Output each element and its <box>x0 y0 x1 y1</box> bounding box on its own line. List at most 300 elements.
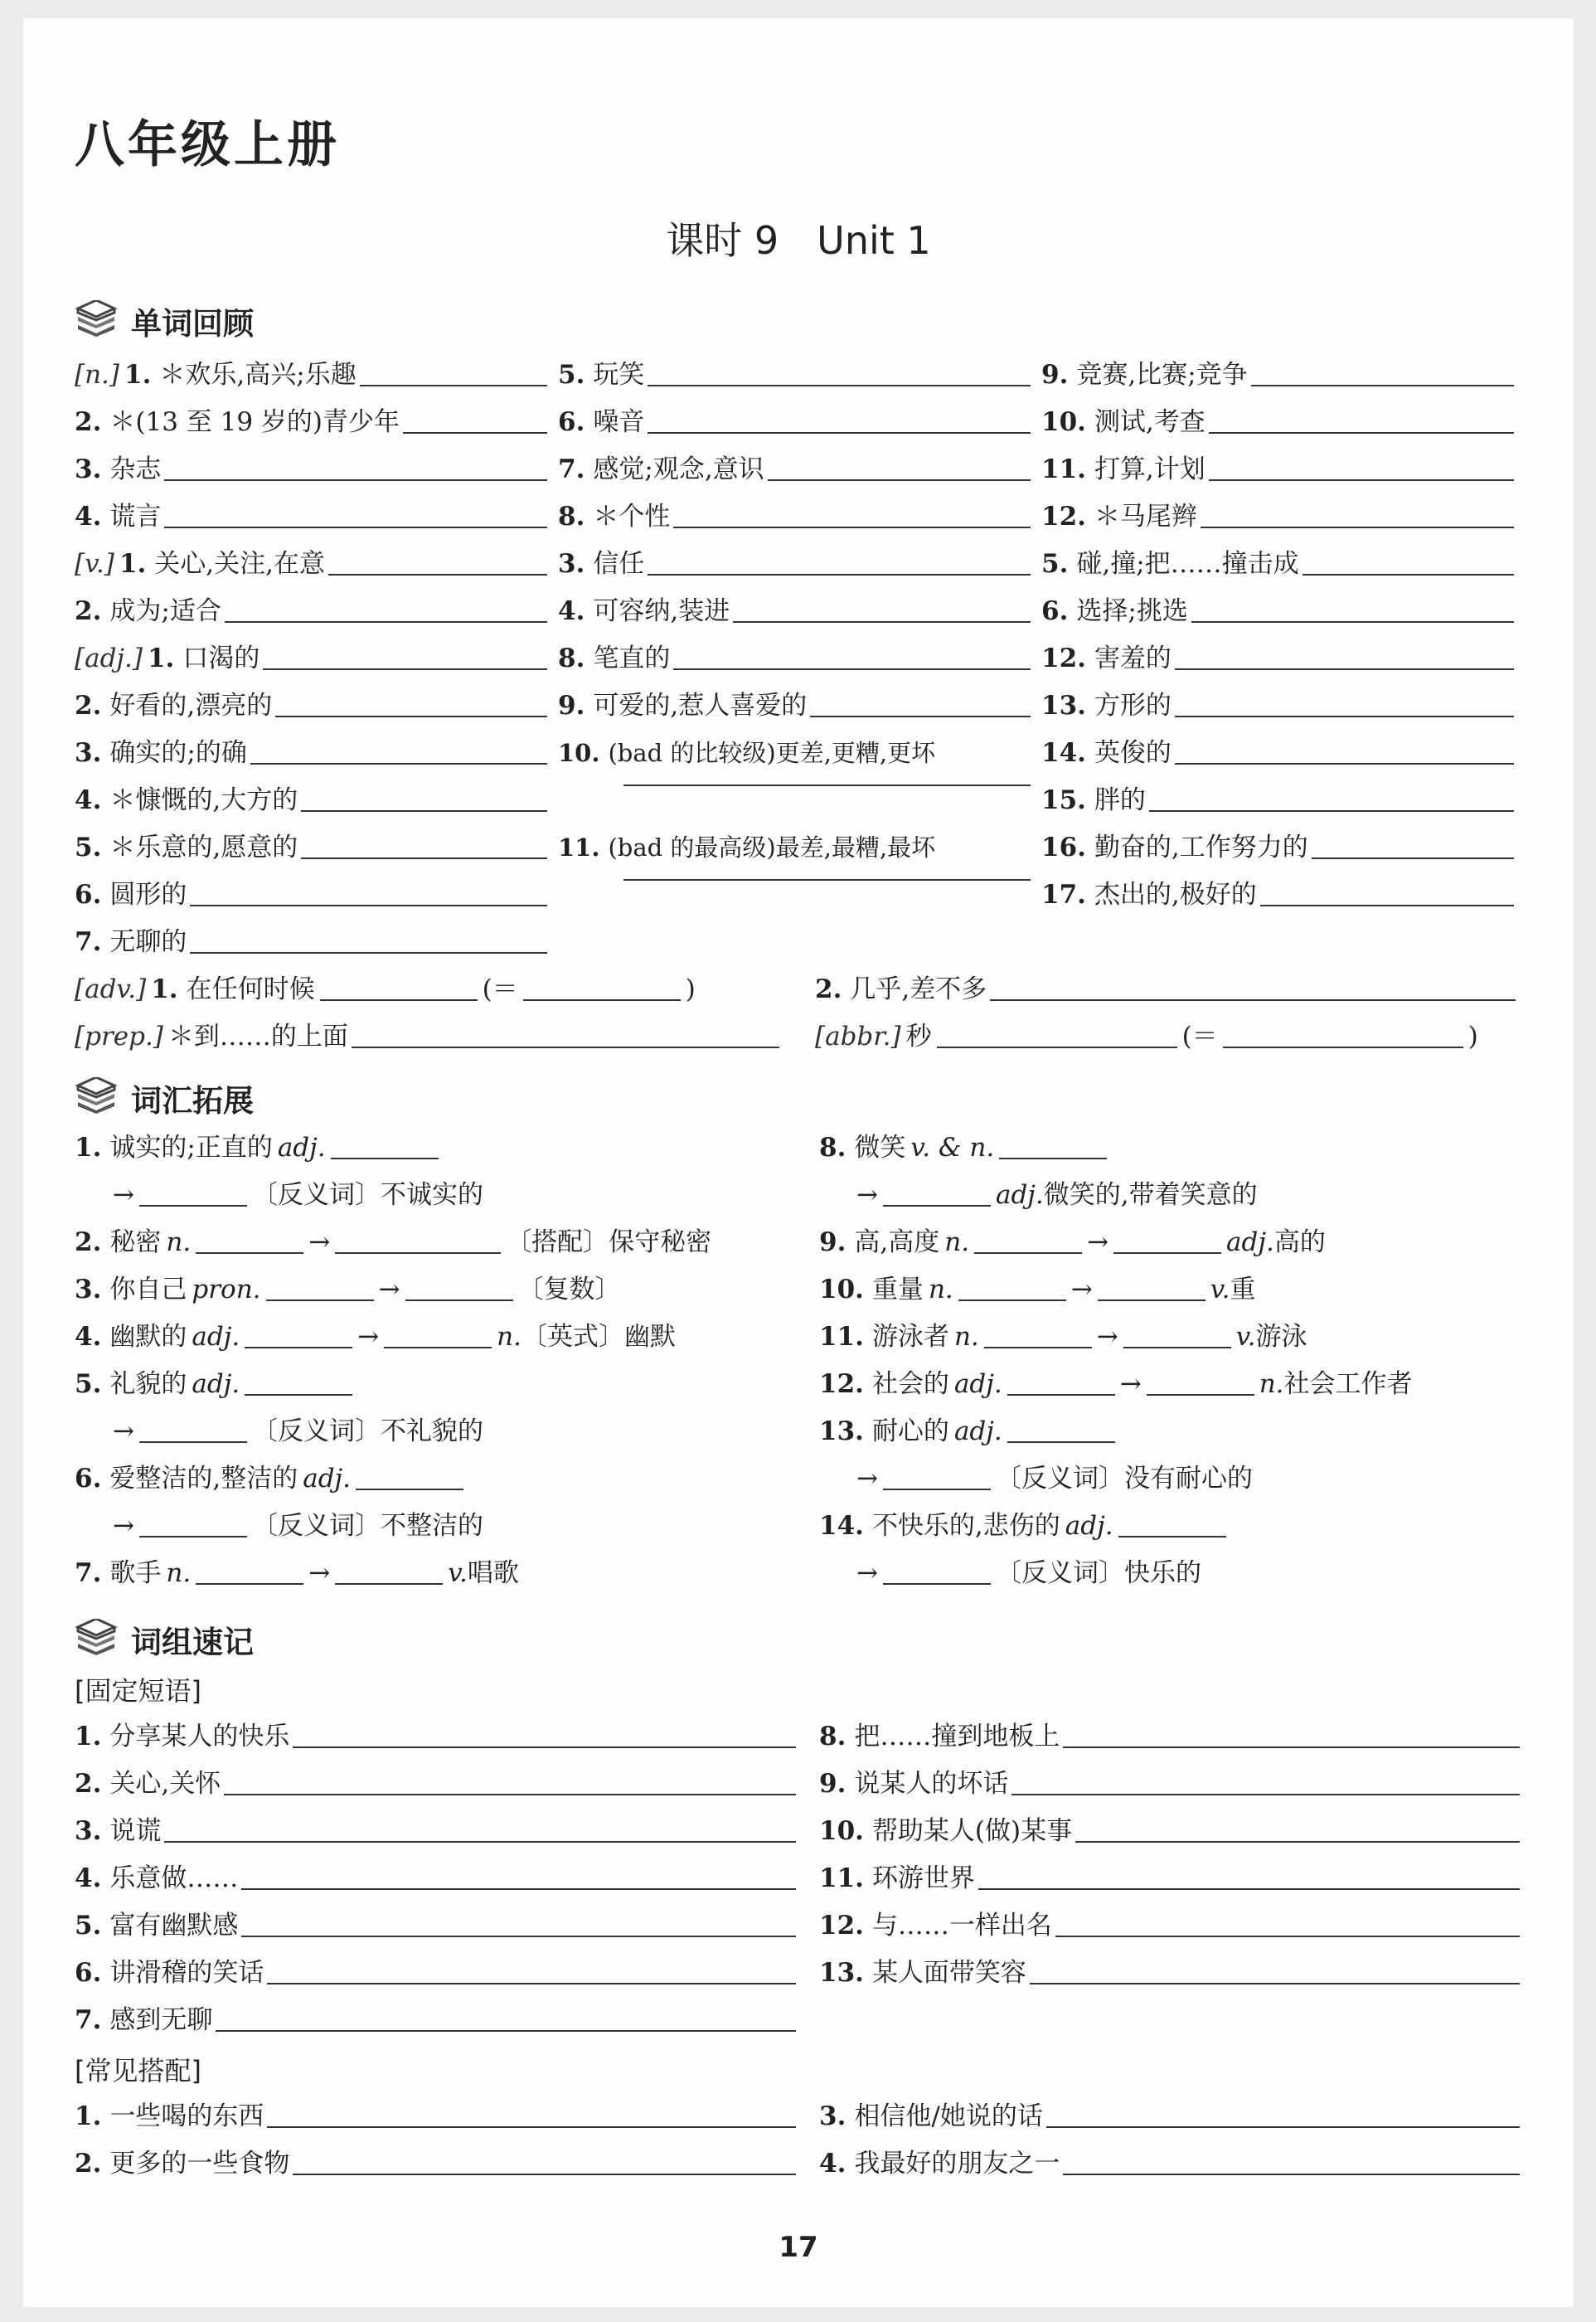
answer-blank[interactable] <box>1223 1046 1463 1048</box>
answer-blank[interactable] <box>1055 1935 1520 1937</box>
item-number: 14. <box>819 1511 864 1541</box>
item-number: 7. <box>75 1558 102 1588</box>
item-prompt: 关心,关怀 <box>109 1769 221 1799</box>
answer-blank[interactable] <box>196 1251 303 1254</box>
item-prompt: 信任 <box>593 549 645 579</box>
phrase-item <box>75 1909 796 1942</box>
pos-label: adj. <box>953 1416 1002 1446</box>
answer-blank[interactable] <box>164 526 547 528</box>
word-item-blank <box>620 784 1031 791</box>
answer-blank[interactable] <box>673 668 1031 670</box>
word-item <box>75 831 547 864</box>
answer-blank[interactable] <box>139 1440 247 1443</box>
arrow-icon: → <box>856 1558 878 1588</box>
item-prompt: 碰,撞;把……撞击成 <box>1076 549 1299 579</box>
word-item <box>558 358 1031 391</box>
section-header-vocab-expansion <box>75 1076 406 1117</box>
item-number: 1. <box>75 2101 102 2131</box>
pos-label: n. <box>166 1558 192 1588</box>
item-hint: 社会工作者 <box>1283 1369 1413 1399</box>
item-hint: 〔反义词〕不诚实的 <box>251 1180 483 1210</box>
answer-blank[interactable] <box>196 1582 303 1585</box>
vocab-subitem <box>113 1509 483 1542</box>
vocab-item <box>75 1557 519 1590</box>
word-item <box>75 925 547 959</box>
word-item <box>558 595 1031 628</box>
item-number: 9. <box>1041 360 1069 390</box>
item-prompt: 乐意做…… <box>109 1863 239 1893</box>
pos-label: n. <box>953 1322 979 1352</box>
phrase-item <box>75 2147 796 2180</box>
answer-blank[interactable] <box>1303 573 1514 576</box>
item-prompt: 几乎,差不多 <box>850 974 987 1004</box>
answer-blank[interactable] <box>225 620 547 623</box>
item-prompt: 感到无聊 <box>109 2005 213 2035</box>
answer-blank[interactable] <box>673 526 1031 528</box>
item-number: 12. <box>1041 502 1086 532</box>
answer-blank[interactable] <box>335 1582 443 1585</box>
item-hint: 唱歌 <box>467 1558 519 1588</box>
item-number: 4. <box>75 785 102 815</box>
answer-blank[interactable] <box>1113 1251 1221 1254</box>
answer-blank[interactable] <box>974 1251 1082 1254</box>
word-item <box>75 973 779 1006</box>
item-number: 10. <box>819 1816 864 1846</box>
answer-blank[interactable] <box>1175 668 1514 670</box>
answer-blank[interactable] <box>623 878 1031 881</box>
item-prompt: 社会的 <box>871 1369 949 1399</box>
pos-label: v. & n. <box>910 1133 995 1163</box>
section-header-word-review <box>75 299 406 340</box>
books-icon <box>75 1619 118 1655</box>
answer-blank[interactable] <box>335 1251 501 1254</box>
arrow-icon: → <box>308 1558 331 1588</box>
word-item <box>1041 358 1514 391</box>
arrow-icon: → <box>308 1227 331 1257</box>
pos-label: n. <box>1259 1369 1284 1399</box>
item-prompt: 测试,考查 <box>1094 407 1205 437</box>
word-item <box>75 547 547 580</box>
answer-blank[interactable] <box>245 1346 352 1348</box>
item-prompt: 口渴的 <box>182 644 260 673</box>
answer-blank[interactable] <box>139 1204 247 1207</box>
item-prompt: 秘密 <box>109 1227 162 1257</box>
answer-blank[interactable] <box>164 478 547 481</box>
answer-blank[interactable] <box>1147 1393 1254 1396</box>
vocab-item <box>75 1131 444 1164</box>
item-number: 5. <box>75 833 102 862</box>
word-item <box>558 689 1031 722</box>
item-number: 3. <box>819 2101 847 2131</box>
answer-blank[interactable] <box>224 1793 796 1795</box>
category-fixed-phrases: [固定短语] <box>75 1675 201 1707</box>
arrow-icon: → <box>856 1180 878 1210</box>
item-number: 13. <box>819 1958 864 1988</box>
item-number: 12. <box>819 1911 864 1941</box>
answer-blank[interactable] <box>263 668 547 670</box>
item-number: 15. <box>1041 785 1086 815</box>
answer-blank[interactable] <box>352 1046 779 1048</box>
phrase-item <box>75 1862 796 1895</box>
item-number: 7. <box>558 454 585 484</box>
answer-blank[interactable] <box>241 1935 796 1937</box>
item-number: 1. <box>75 1722 102 1751</box>
answer-blank[interactable] <box>293 1746 796 1748</box>
word-item <box>75 878 547 911</box>
answer-blank[interactable] <box>768 478 1031 481</box>
item-number: 2. <box>75 407 102 437</box>
answer-blank[interactable] <box>883 1488 991 1490</box>
item-number: 9. <box>819 1227 847 1257</box>
item-prompt: 打算,计划 <box>1094 454 1205 484</box>
arrow-icon: → <box>113 1416 134 1446</box>
word-item <box>1041 736 1514 770</box>
answer-blank[interactable] <box>810 715 1031 717</box>
word-item-blank <box>620 878 1031 886</box>
pos-tag: [adv.] <box>75 974 147 1004</box>
answer-blank[interactable] <box>1098 1299 1205 1301</box>
item-number: 2. <box>75 1227 102 1257</box>
answer-blank[interactable] <box>267 2125 796 2128</box>
item-prompt: 英俊的 <box>1094 738 1172 768</box>
item-number: 3. <box>75 1275 102 1304</box>
answer-blank[interactable] <box>190 951 547 954</box>
item-prompt: 确实的;的确 <box>109 738 247 768</box>
item-prompt: 与……一样出名 <box>871 1911 1052 1941</box>
answer-blank[interactable] <box>1312 857 1514 859</box>
item-prompt: 耐心的 <box>871 1416 949 1446</box>
vocab-item <box>819 1320 1307 1353</box>
answer-blank[interactable] <box>320 998 478 1001</box>
pos-tag: [v.] <box>75 549 114 579</box>
word-item <box>558 736 1031 770</box>
item-prompt: 我最好的朋友之一 <box>854 2149 1060 2179</box>
answer-blank[interactable] <box>266 1299 374 1301</box>
answer-blank[interactable] <box>1118 1535 1226 1537</box>
item-number: 5. <box>75 1369 102 1399</box>
pos-label: n. <box>928 1275 953 1304</box>
equals-marker: (＝ <box>1181 1022 1218 1052</box>
answer-blank[interactable] <box>984 1346 1092 1348</box>
answer-blank[interactable] <box>301 809 547 812</box>
item-number: 7. <box>75 2005 102 2035</box>
item-number: 2. <box>815 974 842 1004</box>
item-hint: 〔英式〕幽默 <box>521 1322 676 1352</box>
pos-label: n. <box>166 1227 192 1257</box>
item-number: 17. <box>1041 880 1086 910</box>
item-prompt: 重量 <box>871 1275 924 1304</box>
item-number: 4. <box>558 596 585 626</box>
vocab-item <box>75 1226 711 1259</box>
answer-blank[interactable] <box>978 1887 1520 1890</box>
item-prompt: 不快乐的,悲伤的 <box>871 1511 1060 1541</box>
pos-label: adj. <box>303 1464 352 1494</box>
item-number: 11. <box>1041 454 1086 484</box>
vocab-subitem <box>856 1462 1253 1495</box>
answer-blank[interactable] <box>301 857 547 859</box>
word-item <box>75 642 547 675</box>
item-number: 11. <box>819 1863 864 1893</box>
answer-blank[interactable] <box>1201 526 1514 528</box>
pos-tag: [n.] <box>75 360 120 390</box>
item-number: 1. <box>151 974 178 1004</box>
close-paren: ) <box>1467 1022 1478 1052</box>
pos-label: adj. <box>277 1133 326 1163</box>
item-prompt: 胖的 <box>1094 785 1146 815</box>
item-number: 13. <box>1041 691 1086 721</box>
pos-tag: [prep.] <box>75 1022 163 1052</box>
arrow-icon: → <box>1087 1227 1109 1257</box>
item-prompt: 说谎 <box>109 1816 162 1846</box>
phrase-item <box>75 1767 796 1800</box>
close-paren: ) <box>685 974 696 1004</box>
item-number: 8. <box>558 502 585 532</box>
word-item <box>1041 878 1514 911</box>
answer-blank[interactable] <box>990 998 1516 1001</box>
pos-label: v. <box>1210 1275 1230 1304</box>
item-hint: 重 <box>1230 1275 1256 1304</box>
item-prompt: 某人面带笑容 <box>871 1958 1026 1988</box>
answer-blank[interactable] <box>623 784 1031 786</box>
answer-blank[interactable] <box>1175 762 1514 765</box>
equals-marker: (＝ <box>482 974 518 1004</box>
pos-label: adj. <box>953 1369 1002 1399</box>
item-number: 4. <box>75 1863 102 1893</box>
phrase-item <box>75 1814 796 1848</box>
section-header-phrases <box>75 1617 406 1659</box>
pos-label: v. <box>1235 1322 1256 1352</box>
item-prompt: 竞赛,比赛;竞争 <box>1076 360 1248 390</box>
item-number: 1. <box>124 360 152 390</box>
pos-label: v. <box>448 1558 468 1588</box>
answer-blank[interactable] <box>1191 620 1514 623</box>
answer-blank[interactable] <box>360 384 547 386</box>
item-prompt: 分享某人的快乐 <box>109 1722 290 1751</box>
item-prompt: 可容纳,装进 <box>593 596 730 626</box>
item-prompt: ＊马尾辫 <box>1094 502 1197 532</box>
word-item <box>75 358 547 391</box>
item-prompt: 可爱的,惹人喜爱的 <box>593 691 808 721</box>
answer-blank[interactable] <box>403 431 547 434</box>
answer-blank[interactable] <box>293 2173 796 2175</box>
item-prompt: 你自己 <box>109 1275 187 1304</box>
item-prompt: 相信他/她说的话 <box>854 2101 1043 2131</box>
phrase-item <box>75 1956 796 1989</box>
arrow-icon: → <box>856 1464 878 1494</box>
item-prompt: 选择;挑选 <box>1076 596 1188 626</box>
item-prompt: 诚实的;正直的 <box>109 1133 273 1163</box>
answer-blank[interactable] <box>1007 1440 1115 1443</box>
answer-blank[interactable] <box>1260 904 1514 906</box>
item-prompt: 杰出的,极好的 <box>1094 880 1257 910</box>
item-number: 6. <box>75 880 102 910</box>
item-number: 12. <box>819 1369 864 1399</box>
answer-blank[interactable] <box>275 715 547 717</box>
item-number: 1. <box>147 644 175 673</box>
item-number: 3. <box>75 454 102 484</box>
word-item <box>75 784 547 817</box>
item-prompt: 在任何时候 <box>186 974 315 1004</box>
item-prompt: 秒 <box>905 1022 932 1052</box>
pos-label: adj. <box>192 1322 240 1352</box>
arrow-icon: → <box>378 1275 400 1304</box>
pos-label: adj. <box>995 1180 1044 1210</box>
word-item <box>558 547 1031 580</box>
item-prompt: 幽默的 <box>109 1322 187 1352</box>
item-number: 5. <box>75 1911 102 1941</box>
arrow-icon: → <box>357 1322 380 1352</box>
item-number: 1. <box>119 549 147 579</box>
word-item <box>1041 831 1514 864</box>
answer-blank[interactable] <box>648 431 1031 434</box>
item-prompt: 笔直的 <box>593 644 671 673</box>
word-item <box>558 406 1031 439</box>
answer-blank[interactable] <box>1209 431 1514 434</box>
answer-blank[interactable] <box>648 384 1031 386</box>
word-item <box>815 973 1516 1006</box>
vocab-item <box>819 1131 1112 1164</box>
item-prompt: 微笑 <box>854 1133 906 1163</box>
answer-blank[interactable] <box>883 1582 991 1585</box>
item-prompt: 更多的一些食物 <box>109 2149 290 2179</box>
answer-blank[interactable] <box>250 762 547 765</box>
item-number: 9. <box>819 1769 847 1799</box>
answer-blank[interactable] <box>190 904 547 906</box>
books-icon <box>75 300 118 337</box>
answer-blank[interactable] <box>1209 478 1514 481</box>
word-item <box>75 500 547 533</box>
answer-blank[interactable] <box>331 1157 439 1159</box>
word-item <box>558 453 1031 486</box>
answer-blank[interactable] <box>1007 1393 1115 1396</box>
answer-blank[interactable] <box>733 620 1031 623</box>
item-prompt: 讲滑稽的笑话 <box>109 1958 264 1988</box>
item-hint: 〔反义词〕不整洁的 <box>251 1511 483 1541</box>
item-hint: 〔搭配〕保守秘密 <box>506 1227 712 1257</box>
answer-blank[interactable] <box>1075 1840 1520 1843</box>
answer-blank[interactable] <box>356 1488 463 1490</box>
item-number: 8. <box>819 1722 847 1751</box>
word-item <box>558 642 1031 675</box>
vocab-item <box>75 1273 621 1306</box>
item-prompt: 帮助某人(做)某事 <box>871 1816 1073 1846</box>
answer-blank[interactable] <box>958 1299 1066 1301</box>
item-number: 2. <box>75 691 102 721</box>
item-number: 2. <box>75 2149 102 2179</box>
answer-blank[interactable] <box>1030 1982 1520 1984</box>
arrow-icon: → <box>1096 1322 1118 1352</box>
answer-blank[interactable] <box>139 1535 247 1537</box>
item-number: 6. <box>75 1464 102 1494</box>
vocab-item <box>75 1367 357 1401</box>
answer-blank[interactable] <box>328 573 547 576</box>
word-item <box>75 406 547 439</box>
answer-blank[interactable] <box>245 1393 352 1396</box>
item-prompt: 歌手 <box>109 1558 162 1588</box>
answer-blank[interactable] <box>937 1046 1177 1048</box>
phrase-item <box>819 2147 1520 2180</box>
item-number: 13. <box>819 1416 864 1446</box>
answer-blank[interactable] <box>1063 1746 1520 1748</box>
word-item <box>1041 689 1514 722</box>
answer-blank[interactable] <box>1011 1793 1520 1795</box>
phrase-item <box>75 2004 796 2037</box>
item-number: 10. <box>1041 407 1086 437</box>
answer-blank[interactable] <box>1063 2173 1520 2175</box>
phrase-item <box>75 1720 796 1753</box>
answer-blank[interactable] <box>241 1887 796 1890</box>
vocab-subitem <box>856 1178 1258 1212</box>
item-number: 9. <box>558 691 585 721</box>
answer-blank[interactable] <box>883 1204 991 1207</box>
vocab-item <box>819 1273 1255 1306</box>
phrase-item <box>819 1956 1520 1989</box>
pos-tag: [adj.] <box>75 644 143 673</box>
item-prompt: 圆形的 <box>109 880 187 910</box>
answer-blank[interactable] <box>648 573 1031 576</box>
answer-blank[interactable] <box>1149 809 1514 812</box>
word-item <box>1041 453 1514 486</box>
item-prompt: 噪音 <box>593 407 645 437</box>
answer-blank[interactable] <box>164 1840 796 1843</box>
word-item <box>1041 595 1514 628</box>
answer-blank[interactable] <box>1251 384 1514 386</box>
pos-label: n. <box>497 1322 521 1352</box>
item-prompt: (bad 的最高级)最差,最糟,最坏 <box>608 833 936 862</box>
word-item <box>75 689 547 722</box>
answer-blank[interactable] <box>1123 1346 1231 1348</box>
item-number: 1. <box>75 1133 102 1163</box>
arrow-icon: → <box>1119 1369 1142 1399</box>
item-number: 16. <box>1041 833 1086 862</box>
pos-label: adj. <box>1065 1511 1113 1541</box>
item-number: 4. <box>819 2149 847 2179</box>
item-number: 8. <box>819 1133 847 1163</box>
word-item <box>558 831 1031 864</box>
item-number: 5. <box>558 360 585 390</box>
item-number: 4. <box>75 502 102 532</box>
item-prompt: 高,高度 <box>854 1227 940 1257</box>
answer-blank[interactable] <box>384 1346 492 1348</box>
item-number: 5. <box>1041 549 1069 579</box>
item-number: 6. <box>558 407 585 437</box>
item-number: 11. <box>819 1322 864 1352</box>
worksheet-page <box>23 18 1574 2307</box>
answer-blank[interactable] <box>1175 715 1514 717</box>
answer-blank[interactable] <box>999 1157 1107 1159</box>
item-number: 4. <box>75 1322 102 1352</box>
item-prompt: 谎言 <box>109 502 162 532</box>
item-number: 3. <box>75 1816 102 1846</box>
item-hint: 〔反义词〕不礼貌的 <box>251 1416 483 1446</box>
section-title: 词汇拓展 <box>131 1083 254 1119</box>
answer-blank[interactable] <box>523 998 681 1001</box>
phrase-item <box>819 1720 1520 1753</box>
item-prompt: 关心,关注,在意 <box>154 549 325 579</box>
phrase-item <box>819 1814 1520 1848</box>
pos-label: adj. <box>1226 1227 1274 1257</box>
item-number: 3. <box>75 738 102 768</box>
answer-blank[interactable] <box>1046 2125 1520 2128</box>
answer-blank[interactable] <box>267 1982 796 1984</box>
answer-blank[interactable] <box>405 1299 513 1301</box>
item-hint: 游泳 <box>1255 1322 1307 1352</box>
item-number: 6. <box>75 1958 102 1988</box>
phrase-item <box>819 2100 1520 2133</box>
item-prompt: 杂志 <box>109 454 162 484</box>
answer-blank[interactable] <box>216 2029 796 2032</box>
item-number: 14. <box>1041 738 1086 768</box>
